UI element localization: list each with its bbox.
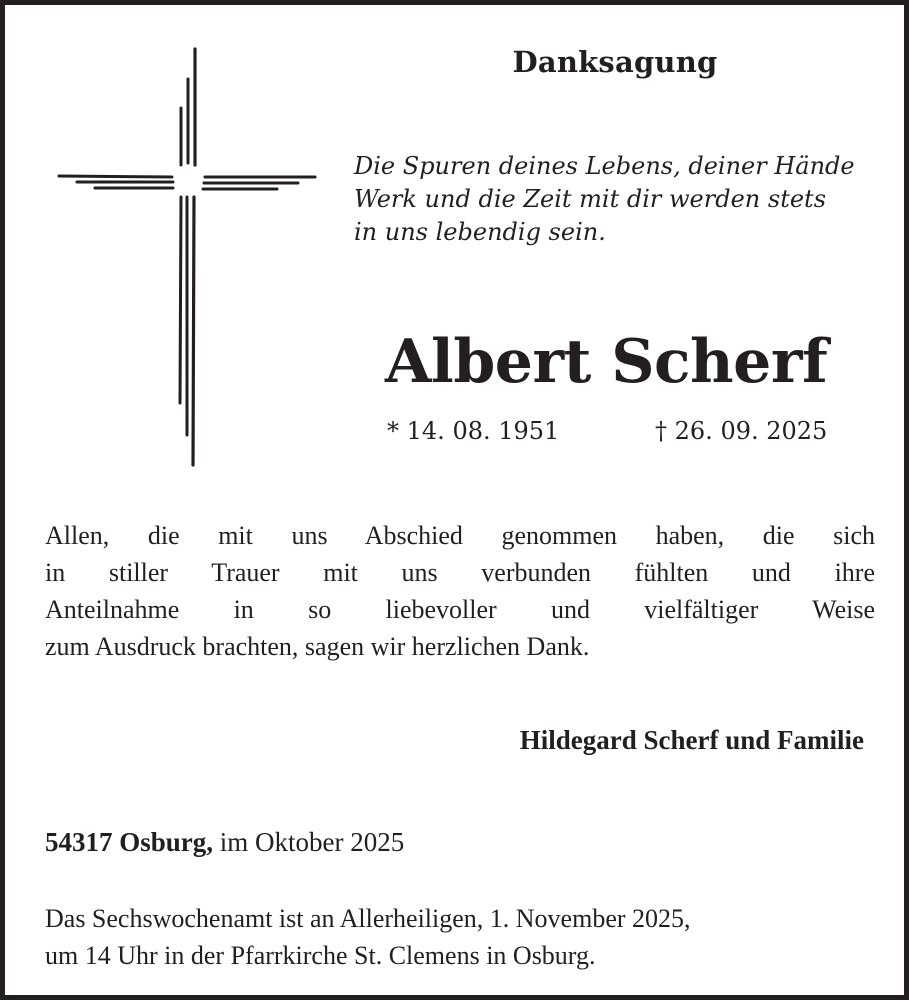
paragraph-line: Anteilnahme in so liebevoller und vielfältiger Weise — [45, 595, 875, 624]
poem-line: Werk und die Zeit mit dir werden stets — [354, 185, 827, 213]
place-date-line — [45, 827, 404, 858]
service-notice — [45, 900, 875, 974]
paragraph-line: Allen, die mit uns Abschied genommen haben, die sich — [45, 521, 875, 550]
birth-symbol: * — [387, 417, 399, 445]
birth-date — [387, 417, 559, 445]
death-date-value: 26. 09. 2025 — [674, 417, 828, 445]
death-date — [655, 417, 827, 445]
place-date: im Oktober 2025 — [213, 827, 405, 857]
place-name: 54317 Osburg, — [45, 827, 214, 857]
notice-heading: Danksagung — [512, 45, 718, 79]
signature: Hildegard Scherf und Familie — [519, 725, 864, 755]
death-symbol: † — [655, 417, 667, 445]
service-line: Das Sechswochenamt ist an Allerheiligen, 1. November 2025, — [45, 904, 691, 933]
poem-line: Die Spuren deines Lebens, deiner Hände — [354, 152, 855, 180]
paragraph-line: zum Ausdruck brachten, sagen wir herzlichen Dank. — [45, 632, 590, 661]
cross-icon — [50, 43, 325, 473]
paragraph-line: in stiller Trauer mit uns verbunden fühlten und ihre — [45, 558, 875, 587]
poem-line: in uns lebendig sein. — [354, 218, 606, 246]
birth-date-value: 14. 08. 1951 — [406, 417, 560, 445]
deceased-name: Albert Scherf — [385, 327, 828, 397]
service-line: um 14 Uhr in der Pfarrkirche St. Clemens in Osburg. — [45, 941, 596, 970]
poem-quote — [354, 150, 874, 249]
thanks-paragraph — [45, 517, 875, 665]
